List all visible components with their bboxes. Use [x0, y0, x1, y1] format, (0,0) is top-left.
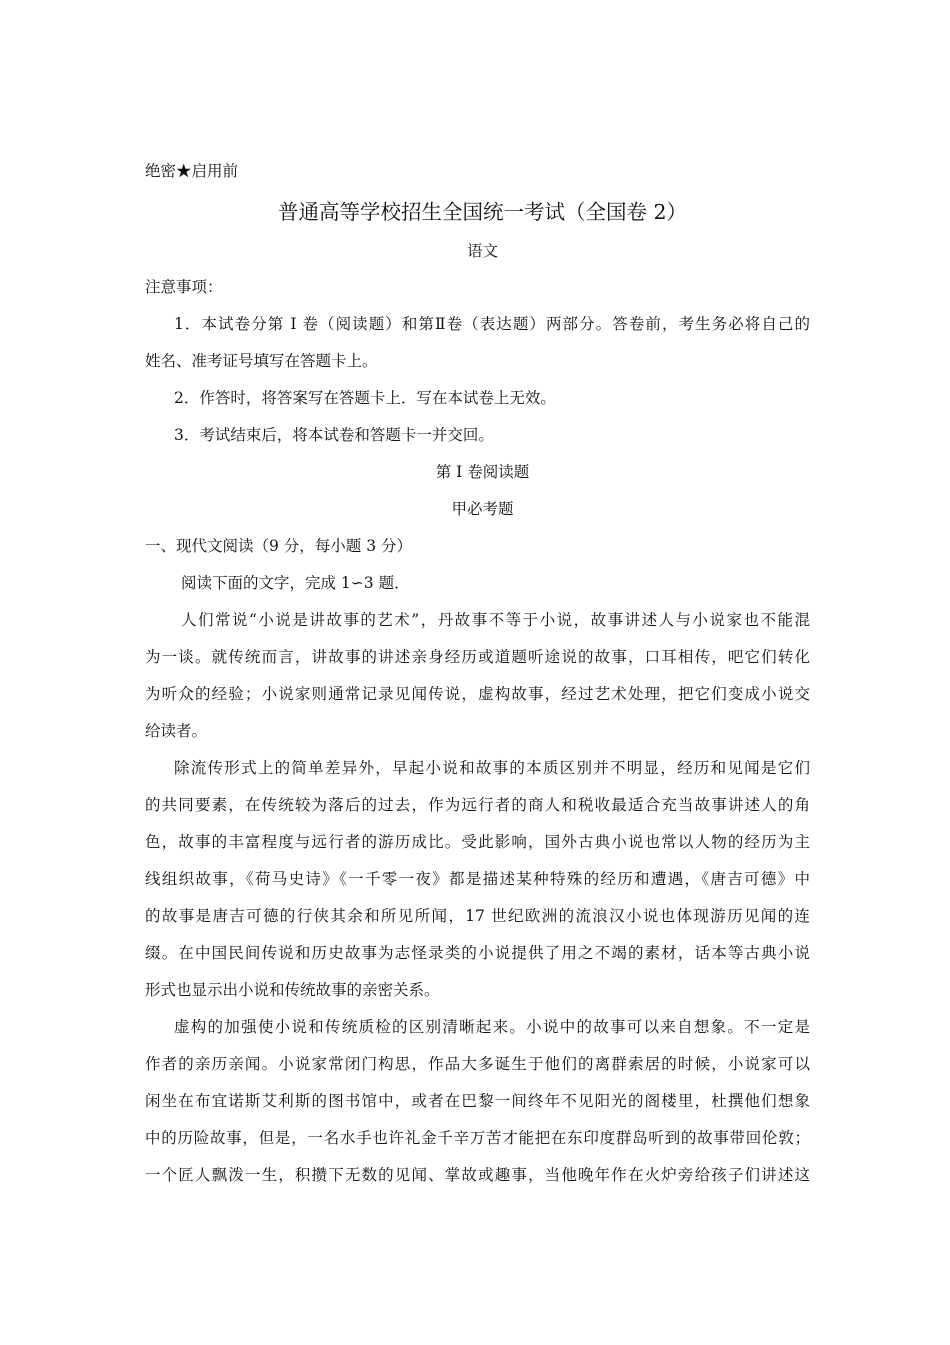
notice-item-1: 1．本试卷分第 I 卷（阅读题）和第Ⅱ卷（表达题）两部分。答卷前，考生务必将自己的	[174, 315, 810, 333]
notice-item-2: 2．作答时，将答案写在答题卡上．写在本试卷上无效。	[174, 389, 556, 407]
passage-line: 人们常说“小说是讲故事的艺术”，丹故事不等于小说，故事讲述人与小说家也不能混	[181, 611, 810, 629]
passage-paragraph-1	[145, 602, 810, 750]
subject-title: 语文	[466, 242, 498, 260]
document-body	[145, 158, 810, 1194]
passage-paragraph-3	[145, 1009, 810, 1194]
part-heading: 第 I 卷阅读题	[435, 463, 530, 481]
notice-item-3: 3．考试结束后，将本试卷和答题卡一并交回。	[174, 426, 494, 444]
section-heading: 一、现代文阅读（9 分，每小题 3 分）	[145, 537, 413, 555]
passage-line: 形式也显示出小说和传统故事的亲密关系。	[145, 981, 440, 999]
passage-line: 中的历险故事，但是，一名水手也许礼金千辛万苦才能把在东印度群岛听到的故事带回伦敦；	[145, 1129, 810, 1147]
passage-line: 的共同要素，在传统较为落后的过去，作为远行者的商人和税收最适合充当故事讲述人的角	[145, 796, 810, 814]
notice-heading: 注意事项：	[145, 278, 223, 296]
passage-line: 色，故事的丰富程度与远行者的游历成比。受此影响，国外古典小说也常以人物的经历为主	[145, 833, 810, 851]
passage-line: 作者的亲历亲闻。小说家常闭门构思，作品大多诞生于他们的离群索居的时候，小说家可以	[145, 1055, 810, 1073]
exam-title: 普通高等学校招生全国统一考试（全国卷 2）	[277, 200, 688, 224]
confidential-label: 绝密★启用前	[145, 162, 239, 180]
passage-line: 闲坐在布宜诺斯艾利斯的图书馆中，或者在巴黎一间终年不见阳光的阁楼里，杜撰他们想象	[145, 1092, 810, 1110]
passage-line: 为听众的经验；小说家则通常记录见闻传说，虚构故事，经过艺术处理，把它们变成小说交	[145, 685, 810, 703]
passage-line: 为一谈。就传统而言，讲故事的讲述亲身经历或道题听途说的故事，口耳相传，吧它们转化	[145, 648, 810, 666]
passage-paragraph-2	[145, 750, 810, 1009]
passage-line: 线组织故事，《荷马史诗》《一千零一夜》都是描述某种特殊的经历和遭遇，《唐吉可德》中	[145, 870, 810, 888]
notice-item-1-cont: 姓名、准考证号填写在答题卡上。	[145, 352, 378, 370]
passage-line: 除流传形式上的简单差异外，早起小说和故事的本质区别并不明显，经历和见闻是它们	[174, 759, 810, 777]
reading-instruction: 阅读下面的文字，完成 1∽3 题．	[181, 574, 410, 592]
passage-line: 给读者。	[145, 722, 208, 740]
passage-line: 虚构的加强使小说和传统质检的区别清晰起来。小说中的故事可以来自想象。不一定是	[174, 1018, 810, 1036]
part-subheading: 甲必考题	[451, 500, 514, 518]
passage-line: 的故事是唐吉可德的行侠其余和所见所闻，17 世纪欧洲的流浪汉小说也体现游历见闻的连	[145, 907, 810, 925]
passage-line: 缀。在中国民间传说和历史故事为志怪录类的小说提供了用之不竭的素材，话本等古典小说	[145, 944, 810, 962]
passage-line: 一个匠人飘泼一生，积攒下无数的见闻、掌故或趣事，当他晚年作在火炉旁给孩子们讲述这	[145, 1166, 810, 1184]
